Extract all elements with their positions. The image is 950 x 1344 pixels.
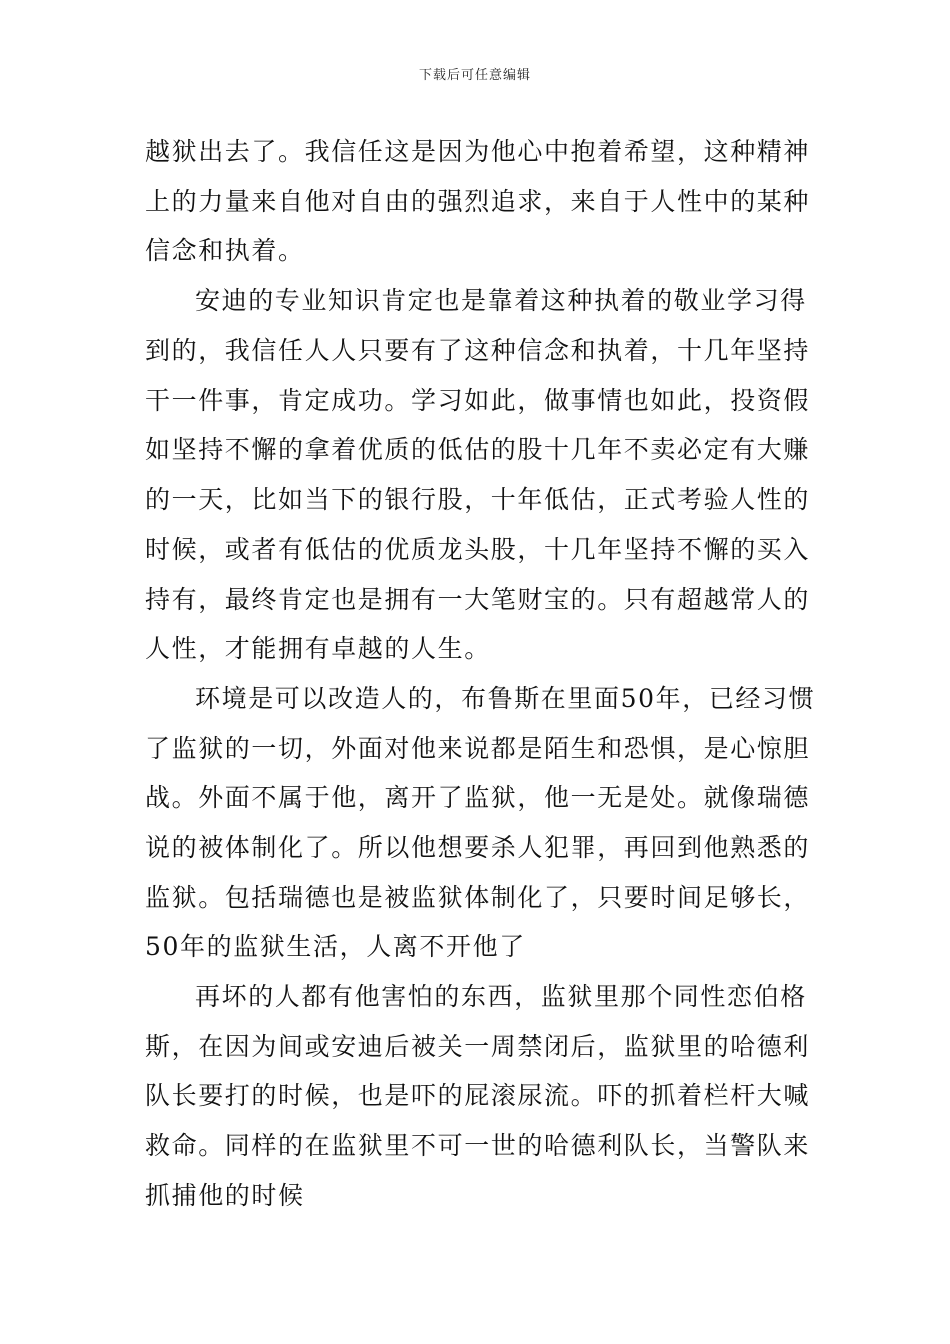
text-line: 监狱。包括瑞德也是被监狱体制化了，只要时间足够长，: [145, 883, 811, 912]
text-line: 到的，我信任人人只要有了这种信念和执着，十几年坚持: [145, 336, 811, 365]
paragraph-start-line: 再坏的人都有他害怕的东西，监狱里那个同性恋伯格: [195, 982, 807, 1011]
text-line: 斯，在因为间或安迪后被关一周禁闭后，监狱里的哈德利: [145, 1032, 811, 1061]
text-line: 时候，或者有低估的优质龙头股，十几年坚持不懈的买入: [145, 535, 811, 564]
paragraph-start-line: 环境是可以改造人的，布鲁斯在里面50年，已经习惯: [195, 684, 816, 713]
text-line: 的一天，比如当下的银行股，十年低估，正式考验人性的: [145, 485, 811, 514]
page-header: 下载后可任意编辑: [418, 68, 531, 83]
text-line: 队长要打的时候，也是吓的屁滚尿流。吓的抓着栏杆大喊: [145, 1081, 811, 1110]
text-line: 救命。同样的在监狱里不可一世的哈德利队长，当警队来: [145, 1131, 811, 1160]
text-line: 越狱出去了。我信任这是因为他心中抱着希望，这种精神: [145, 137, 811, 166]
text-line: 说的被体制化了。所以他想要杀人犯罪，再回到他熟悉的: [145, 833, 811, 862]
text-line: 干一件事，肯定成功。学习如此，做事情也如此，投资假: [145, 386, 811, 415]
text-line: 持有，最终肯定也是拥有一大笔财宝的。只有超越常人的: [145, 585, 811, 614]
text-line: 了监狱的一切，外面对他来说都是陌生和恐惧，是心惊胆: [145, 734, 811, 763]
text-line: 信念和执着。: [145, 236, 305, 265]
text-line: 抓捕他的时候: [145, 1181, 305, 1210]
text-line: 战。外面不属于他，离开了监狱，他一无是处。就像瑞德: [145, 783, 811, 812]
text-line: 如坚持不懈的拿着优质的低估的股十几年不卖必定有大赚: [145, 435, 811, 464]
text-line: 人性，才能拥有卓越的人生。: [145, 634, 491, 663]
text-line: 50年的监狱生活，人离不开他了: [145, 932, 526, 961]
text-line: 上的力量来自他对自由的强烈追求，来自于人性中的某种: [145, 187, 811, 216]
paragraph-start-line: 安迪的专业知识肯定也是靠着这种执着的敬业学习得: [195, 286, 807, 315]
